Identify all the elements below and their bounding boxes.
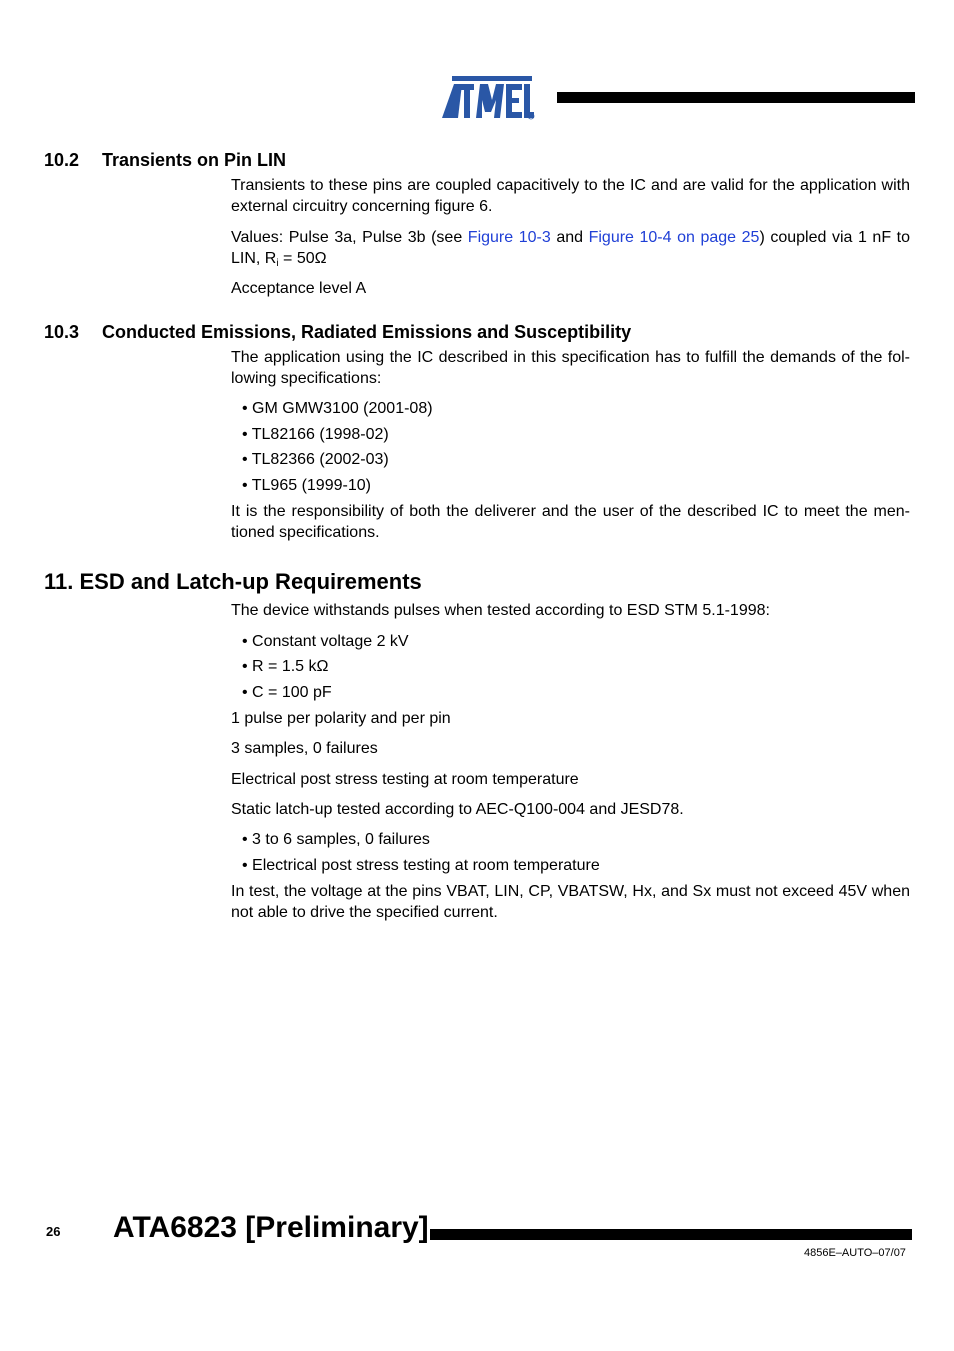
text-run: ) coupled via 1 nF to LIN, R: [231, 229, 911, 267]
paragraph: Transients to these pins are coupled capacitively to the IC and are valid for the application with external circuitry concerning figure 6.: [231, 177, 910, 215]
section-heading-10-2: [44, 150, 286, 171]
text-run: Values: Pulse 3a, Pulse 3b (see: [231, 229, 468, 246]
section-number: 10.3: [44, 322, 80, 342]
header-rule: [557, 92, 915, 103]
figure-10-4-link[interactable]: Figure 10-4 on page 25: [588, 229, 760, 246]
subscript: i: [276, 258, 279, 269]
list-item: • TL82366 (2002-03): [242, 451, 389, 468]
page-number: 26: [46, 1224, 61, 1239]
atmel-logo-icon: [440, 72, 540, 122]
atmel-logo: [440, 72, 540, 122]
section-11-p3: [231, 738, 910, 759]
list-item: • 3 to 6 samples, 0 failures: [242, 831, 430, 848]
section-number: 10.2: [44, 150, 80, 170]
section-title: ESD and Latch-up Requirements: [79, 569, 422, 594]
text-run: and: [550, 229, 589, 246]
paragraph: The device withstands pulses when tested according to ESD STM 5.1-1998:: [231, 602, 770, 619]
section-10-3-p2: [231, 501, 910, 543]
paragraph: 1 pulse per polarity and per pin: [231, 710, 451, 727]
footer-rule: [430, 1229, 912, 1240]
section-number: 11.: [44, 569, 74, 594]
list-item: • TL82166 (1998-02): [242, 426, 389, 443]
paragraph: [231, 227, 910, 269]
paragraph: 3 samples, 0 failures: [231, 740, 378, 757]
paragraph: Acceptance level A: [231, 280, 367, 297]
paragraph: The application using the IC described in this specification has to fulfill the demands of the fol-lowing specifications:: [231, 349, 910, 387]
list-item: • Constant voltage 2 kV: [242, 633, 409, 650]
document-id: 4856E–AUTO–07/07: [804, 1247, 906, 1259]
section-11-p4: [231, 769, 910, 790]
section-10-3-p1: [231, 347, 910, 389]
section-heading-11: [44, 569, 422, 595]
section-heading-10-3: [44, 322, 631, 343]
list-item: • Electrical post stress testing at room temperature: [242, 857, 600, 874]
section-10-2-p1: [231, 175, 910, 217]
list-item: • TL965 (1999-10): [242, 477, 371, 494]
paragraph: Electrical post stress testing at room temperature: [231, 771, 579, 788]
section-10-2-p2: [231, 227, 910, 269]
list-item: • GM GMW3100 (2001-08): [242, 400, 433, 417]
text-run: = 50Ω: [278, 250, 327, 267]
figure-10-3-link[interactable]: Figure 10-3: [467, 229, 551, 246]
section-11-p2: [231, 708, 910, 729]
section-title: Transients on Pin LIN: [102, 150, 287, 170]
section-11-p1: [231, 600, 910, 621]
document-title: ATA6823 [Preliminary]: [113, 1211, 429, 1244]
section-title: Conducted Emissions, Radiated Emissions and Susceptibility: [102, 322, 632, 342]
section-10-2-p3: [231, 278, 910, 299]
list-item: • C = 100 pF: [242, 684, 332, 701]
section-11-p5: [231, 799, 910, 820]
paragraph: It is the responsibility of both the deliverer and the user of the described IC to meet the men-tioned specifications.: [231, 503, 910, 541]
section-11-p6: [231, 881, 910, 923]
paragraph: In test, the voltage at the pins VBAT, LIN, CP, VBATSW, Hx, and Sx must not exceed 45V when not able to drive the specified current.: [231, 883, 910, 921]
list-item: • R = 1.5 kΩ: [242, 658, 329, 675]
paragraph: Static latch-up tested according to AEC-Q100-004 and JESD78.: [231, 801, 684, 818]
